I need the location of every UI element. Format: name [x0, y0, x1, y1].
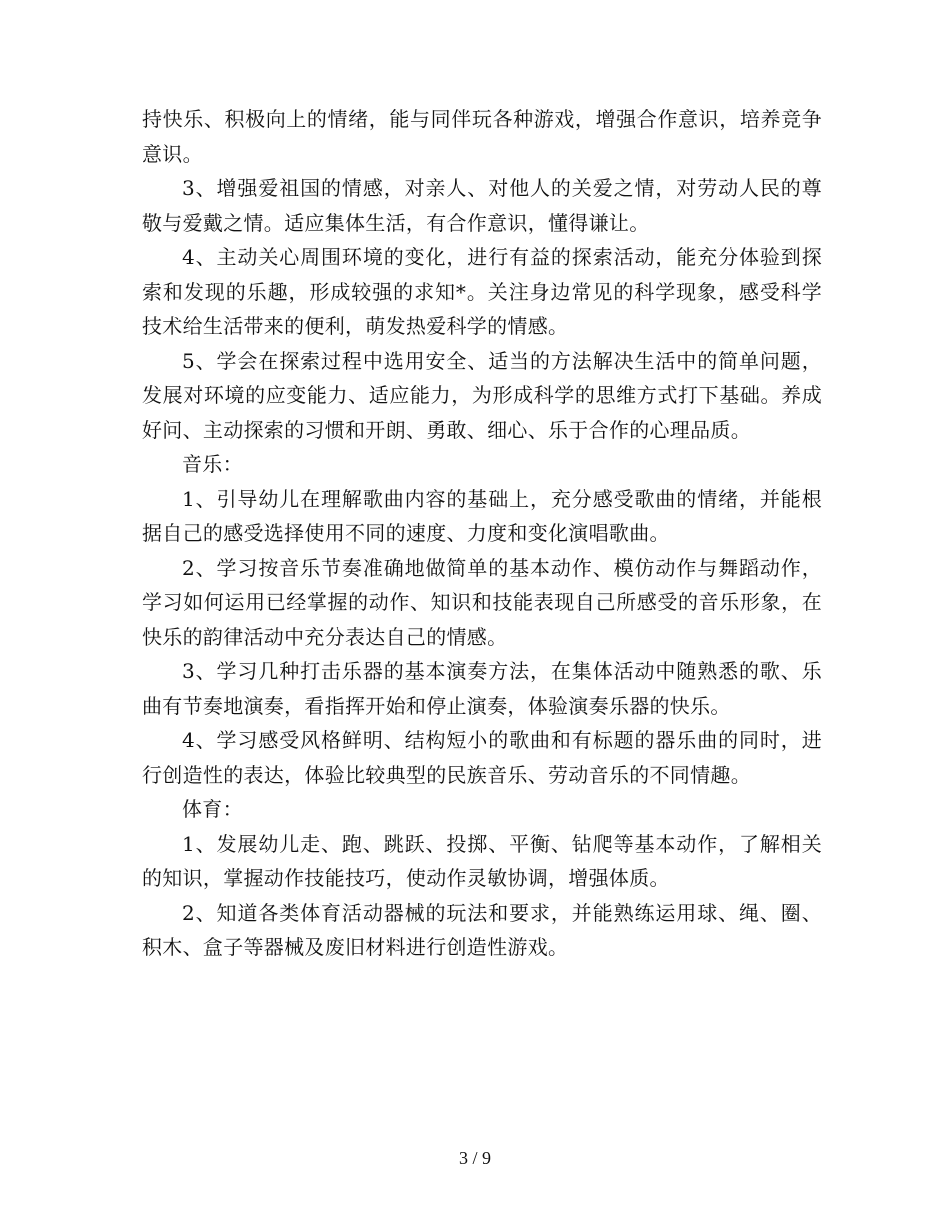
paragraph: 3、增强爱祖国的情感，对亲人、对他人的关爱之情，对劳动人民的尊敬与爱戴之情。适应集体生活，有合作意识，懂得谦让。 — [142, 176, 822, 235]
document-body — [142, 102, 822, 965]
paragraph: 持快乐、积极向上的情绪，能与同伴玩各种游戏，增强合作意识，培养竞争意识。 — [142, 107, 822, 166]
paragraph: 1、引导幼儿在理解歌曲内容的基础上，充分感受歌曲的情绪，并能根据自己的感受选择使用不同的速度、力度和变化演唱歌曲。 — [142, 486, 822, 545]
paragraph: 4、学习感受风格鲜明、结构短小的歌曲和有标题的器乐曲的同时，进行创造性的表达，体验比较典型的民族音乐、劳动音乐的不同情趣。 — [142, 728, 822, 787]
section-heading-music: 音乐： — [182, 452, 243, 476]
paragraph: 2、学习按音乐节奏准确地做简单的基本动作、模仿动作与舞蹈动作，学习如何运用已经掌握的动作、知识和技能表现自己所感受的音乐形象，在快乐的韵律活动中充分表达自己的情感。 — [142, 555, 822, 649]
paragraph: 2、知道各类体育活动器械的玩法和要求，并能熟练运用球、绳、圈、积木、盒子等器械及废旧材料进行创造性游戏。 — [142, 900, 822, 959]
paragraph: 5、学会在探索过程中选用安全、适当的方法解决生活中的简单问题，发展对环境的应变能力、适应能力，为形成科学的思维方式打下基础。养成好问、主动探索的习惯和开朗、勇敢、细心、乐于合作的心理品质。 — [142, 348, 822, 442]
paragraph: 4、主动关心周围环境的变化，进行有益的探索活动，能充分体验到探索和发现的乐趣，形成较强的求知*。关注身边常见的科学现象，感受科学技术给生活带来的便利，萌发热爱科学的情感。 — [142, 245, 822, 338]
page-number: 3 / 9 — [458, 1148, 491, 1168]
paragraph: 3、学习几种打击乐器的基本演奏方法，在集体活动中随熟悉的歌、乐曲有节奏地演奏，看指挥开始和停止演奏，体验演奏乐器的快乐。 — [142, 659, 822, 718]
paragraph: 1、发展幼儿走、跑、跳跃、投掷、平衡、钻爬等基本动作，了解相关的知识，掌握动作技能技巧，使动作灵敏协调，增强体质。 — [142, 831, 822, 890]
section-heading-pe: 体育： — [182, 797, 243, 821]
